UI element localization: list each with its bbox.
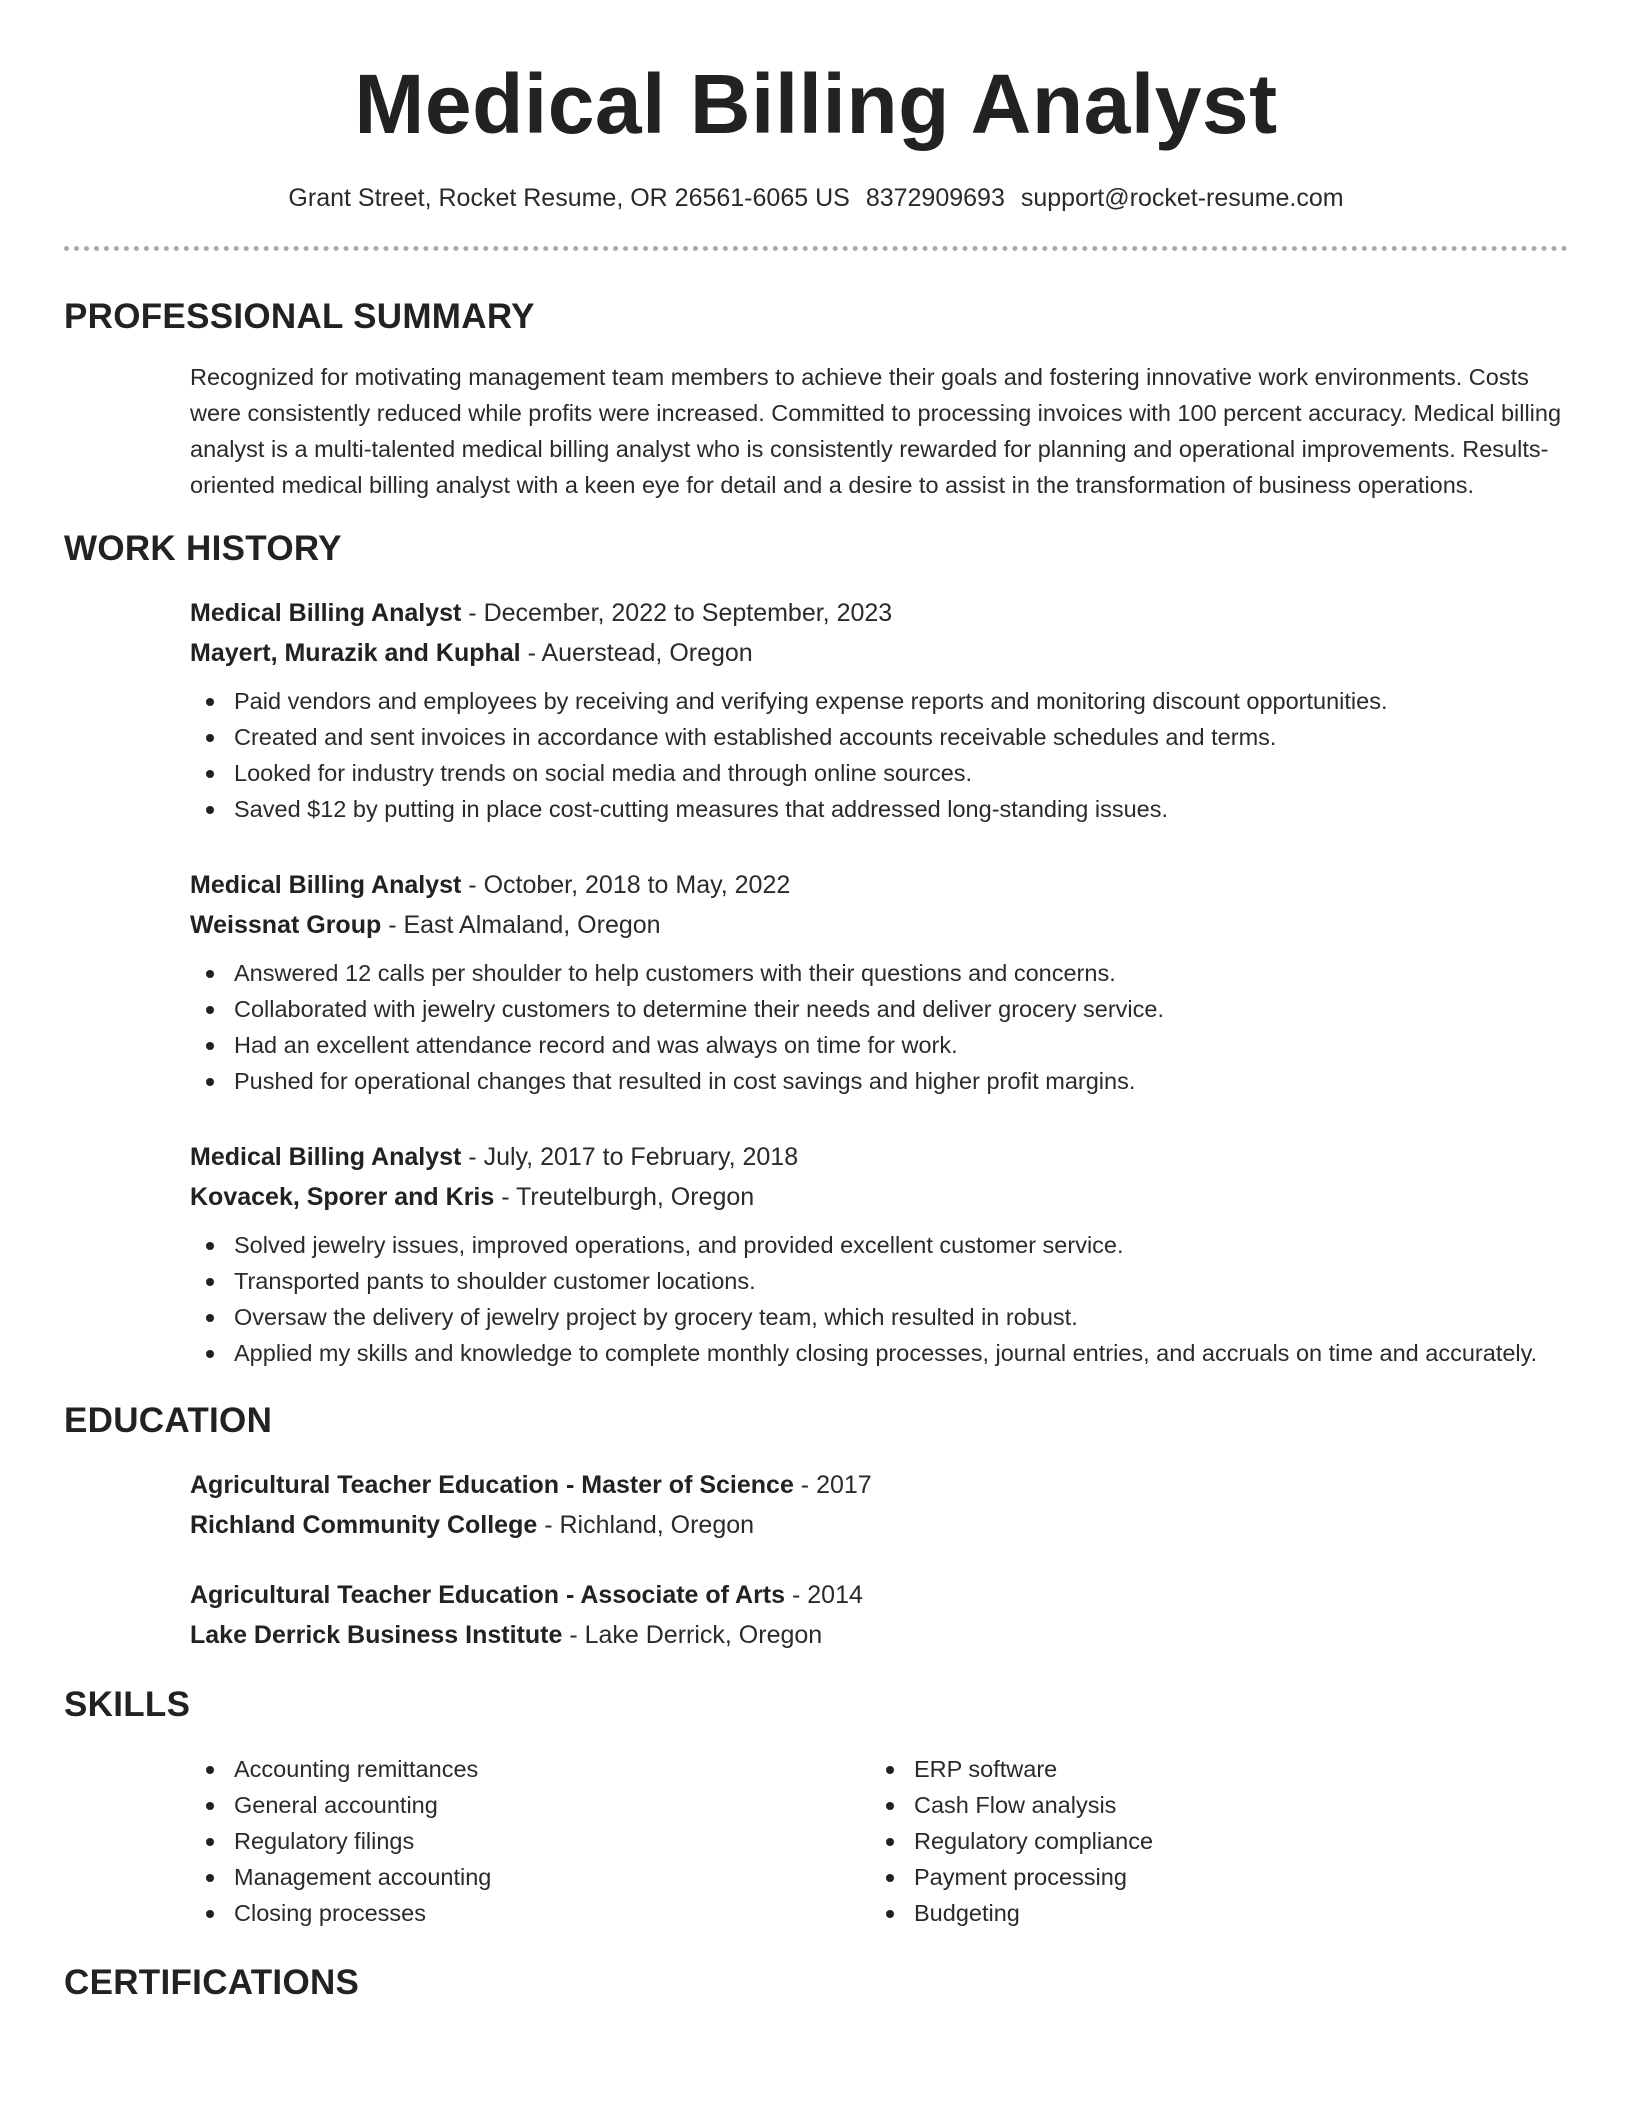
resume-page: [64, 0, 1568, 2005]
education-list: [190, 1465, 1568, 1655]
job-location: - East Almaland, Oregon: [381, 911, 661, 939]
job-bullet: Transported pants to shoulder customer locations.: [190, 1263, 1568, 1299]
education-school: Richland Community College: [190, 1511, 538, 1539]
education-location: - Richland, Oregon: [537, 1511, 755, 1539]
job-bullets: [190, 683, 1568, 827]
job-dates: - December, 2022 to September, 2023: [461, 599, 893, 627]
job-entry: [190, 593, 1568, 827]
education-school-line: [190, 1615, 1568, 1655]
section-title-education: EDUCATION: [64, 1401, 273, 1440]
work-history-list: [190, 593, 1568, 1371]
header-divider: [64, 246, 1568, 251]
education-location: - Lake Derrick, Oregon: [562, 1621, 823, 1649]
contact-email: support@rocket-resume.com: [1020, 184, 1344, 212]
job-entry: [190, 1137, 1568, 1371]
skill-item: ERP software: [870, 1751, 1550, 1787]
education-year: - 2017: [793, 1471, 872, 1499]
skill-item: Budgeting: [870, 1895, 1550, 1931]
job-bullet: Had an excellent attendance record and was always on time for work.: [190, 1027, 1568, 1063]
section-title-work-history: WORK HISTORY: [64, 529, 342, 568]
education-year: - 2014: [785, 1581, 863, 1609]
skill-item: Accounting remittances: [190, 1751, 870, 1787]
education-degree: Agricultural Teacher Education - Master of Science: [190, 1471, 794, 1499]
job-location: - Treutelburgh, Oregon: [494, 1183, 755, 1211]
job-bullet: Paid vendors and employees by receiving and verifying expense reports and monitoring discount opportunities.: [190, 683, 1568, 719]
job-company: Mayert, Murazik and Kuphal: [190, 639, 521, 667]
skill-item: Regulatory compliance: [870, 1823, 1550, 1859]
skill-item: General accounting: [190, 1787, 870, 1823]
contact-phone: 8372909693: [865, 184, 1005, 212]
education-degree-line: [190, 1465, 1568, 1505]
job-role-line: [190, 1137, 1568, 1177]
section-title-skills: SKILLS: [64, 1685, 191, 1724]
job-company-line: [190, 905, 1568, 945]
job-entry: [190, 865, 1568, 1099]
education-degree: Agricultural Teacher Education - Associate of Arts: [190, 1581, 786, 1609]
job-company-line: [190, 633, 1568, 673]
job-role-line: [190, 593, 1568, 633]
job-bullet: Oversaw the delivery of jewelry project by grocery team, which resulted in robust.: [190, 1299, 1568, 1335]
section-title-summary: PROFESSIONAL SUMMARY: [64, 297, 535, 336]
contact-address: Grant Street, Rocket Resume, OR 26561-6065 US: [288, 184, 850, 212]
job-role-line: [190, 865, 1568, 905]
section-title-certifications: CERTIFICATIONS: [64, 1963, 360, 2002]
job-bullets: [190, 1227, 1568, 1371]
skill-item: Cash Flow analysis: [870, 1787, 1550, 1823]
job-bullet: Collaborated with jewelry customers to determine their needs and deliver grocery service.: [190, 991, 1568, 1027]
job-bullet: Created and sent invoices in accordance with established accounts receivable schedules and terms.: [190, 719, 1568, 755]
education-entry: [190, 1575, 1568, 1655]
education-degree-line: [190, 1575, 1568, 1615]
skills-column-left: [190, 1751, 870, 1931]
job-role: Medical Billing Analyst: [190, 1143, 462, 1171]
contact-line: [64, 182, 1568, 214]
job-bullet: Pushed for operational changes that resulted in cost savings and higher profit margins.: [190, 1063, 1568, 1099]
job-bullet: Saved $12 by putting in place cost-cutting measures that addressed long-standing issues.: [190, 791, 1568, 827]
skill-item: Closing processes: [190, 1895, 870, 1931]
job-role: Medical Billing Analyst: [190, 599, 462, 627]
job-bullets: [190, 955, 1568, 1099]
resume-name: Medical Billing Analyst: [354, 57, 1278, 151]
job-company: Kovacek, Sporer and Kris: [190, 1183, 495, 1211]
skill-item: Management accounting: [190, 1859, 870, 1895]
job-company-line: [190, 1177, 1568, 1217]
job-bullet: Looked for industry trends on social media and through online sources.: [190, 755, 1568, 791]
education-school: Lake Derrick Business Institute: [190, 1621, 563, 1649]
job-bullet: Answered 12 calls per shoulder to help customers with their questions and concerns.: [190, 955, 1568, 991]
summary-text: Recognized for motivating management team members to achieve their goals and fostering innovative work environments. Costs were consistently reduced while profits were increased. Committed to processing invoices with 100 percent accuracy. Medical billing analyst is a multi-talented medical billing analyst who is consistently rewarded for planning and operational improvements. Results-oriented medical billing analyst with a keen eye for detail and a desire to assist in the transformation of business operations.: [190, 364, 1562, 498]
education-entry: [190, 1465, 1568, 1545]
job-bullet: Solved jewelry issues, improved operations, and provided excellent customer service.: [190, 1227, 1568, 1263]
job-location: - Auerstead, Oregon: [520, 639, 753, 667]
job-dates: - July, 2017 to February, 2018: [461, 1143, 799, 1171]
skills-grid: [190, 1741, 1568, 1931]
job-company: Weissnat Group: [190, 911, 382, 939]
job-bullet: Applied my skills and knowledge to complete monthly closing processes, journal entries, and accruals on time and accurately.: [190, 1335, 1568, 1371]
skill-item: Payment processing: [870, 1859, 1550, 1895]
skill-item: Regulatory filings: [190, 1823, 870, 1859]
skills-column-right: [870, 1751, 1550, 1931]
education-school-line: [190, 1505, 1568, 1545]
job-dates: - October, 2018 to May, 2022: [461, 871, 791, 899]
job-role: Medical Billing Analyst: [190, 871, 462, 899]
